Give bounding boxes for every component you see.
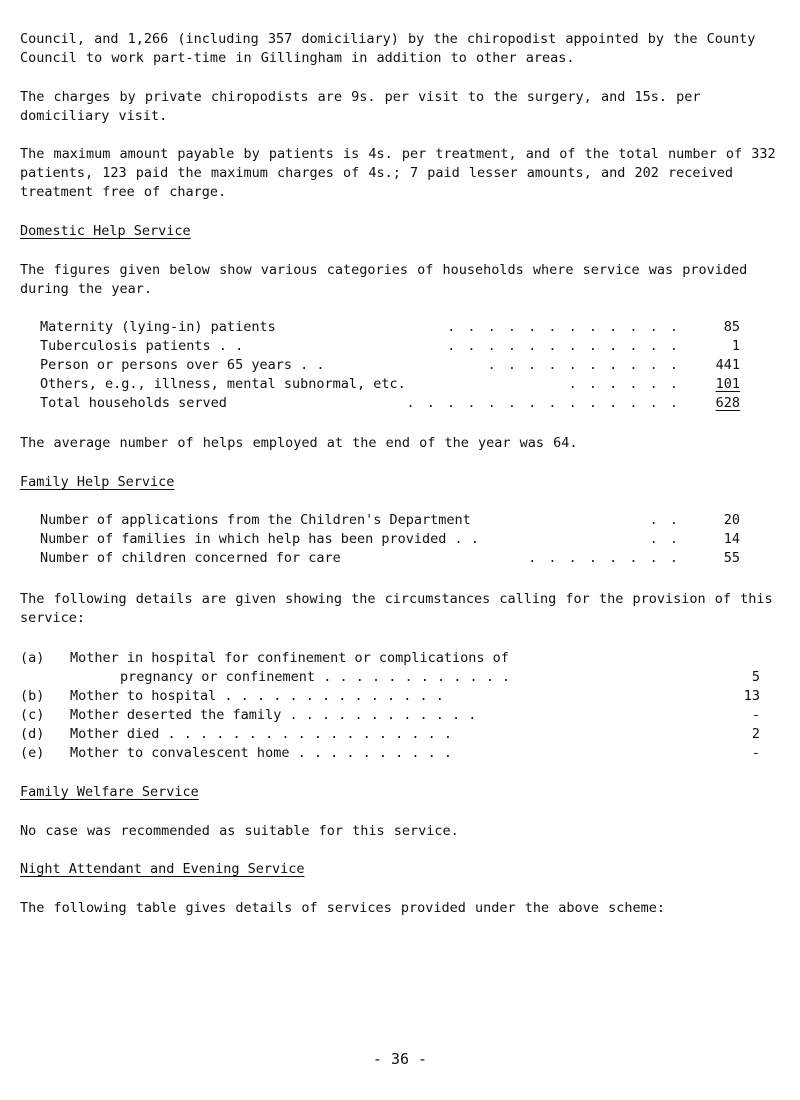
circumstances-intro: The following details are given showing the circumstances calling for the provision of this service: — [20, 591, 782, 626]
table-row — [40, 549, 740, 568]
intro-paragraph-3: The maximum amount payable by patients is 4s. per treatment, and of the total number of 332 patients, 123 paid the maximum charges of 4s.; 7 paid lesser amounts, and 202 received treatment free of charge. — [20, 146, 785, 200]
item-value: - — [751, 745, 760, 761]
list-item — [20, 706, 760, 725]
item-letter: (c) — [20, 707, 45, 723]
row-value: 85 — [723, 319, 740, 335]
row-label: Total households served — [40, 395, 227, 411]
item-label: Mother to hospital . . . . . . . . . . . . . . — [70, 688, 444, 704]
table-row-total — [40, 394, 740, 413]
item-value: - — [751, 707, 760, 723]
night-attendant-text: The following table gives details of services provided under the above scheme: — [20, 900, 665, 916]
family-welfare-text: No case was recommended as suitable for this service. — [20, 823, 459, 839]
row-value: 441 — [715, 357, 740, 373]
leader-dots: . . . . . . . . — [528, 550, 680, 566]
list-item — [20, 744, 760, 763]
item-value: 2 — [751, 726, 760, 742]
night-attendant-heading: Night Attendant and Evening Service — [20, 861, 305, 877]
row-label: Person or persons over 65 years . . — [40, 357, 325, 373]
row-label: Others, e.g., illness, mental subnormal, etc. — [40, 376, 406, 392]
list-item — [20, 687, 760, 706]
item-letter: (e) — [20, 745, 45, 761]
row-value: 20 — [723, 512, 740, 528]
intro-paragraph-1: Council, and 1,266 (including 357 domiciliary) by the chiropodist appointed by the County Council to work part-time in Gillingham in addition to other areas. — [20, 31, 765, 66]
item-label: Mother deserted the family . . . . . . . . . . . . — [70, 707, 477, 723]
table-row — [40, 356, 740, 375]
row-label: Number of applications from the Children's Department — [40, 512, 471, 528]
row-label: Maternity (lying-in) patients — [40, 319, 276, 335]
row-value: 55 — [723, 550, 740, 566]
table-row — [40, 337, 740, 356]
table-row — [40, 511, 740, 530]
item-value: 13 — [743, 688, 760, 704]
table-row — [40, 318, 740, 337]
family-welfare-heading: Family Welfare Service — [20, 784, 199, 800]
page-number: - 36 - — [372, 1050, 428, 1068]
intro-paragraph-2: The charges by private chiropodists are 9s. per visit to the surgery, and 15s. per domiciliary visit. — [20, 89, 710, 124]
leader-dots: . . . . . . . . . . — [487, 357, 680, 373]
domestic-help-intro: The figures given below show various categories of households where service was provided during the year. — [20, 262, 757, 297]
item-label: pregnancy or confinement . . . . . . . . . . . . — [120, 669, 511, 685]
item-label: Mother to convalescent home . . . . . . . . . . — [70, 745, 453, 761]
row-label: Number of families in which help has been provided . . — [40, 531, 479, 547]
table-row — [40, 530, 740, 549]
list-item — [20, 649, 760, 668]
item-letter: (b) — [20, 688, 45, 704]
table-row — [40, 375, 740, 394]
list-item — [20, 668, 760, 687]
family-help-heading: Family Help Service — [20, 474, 175, 490]
leader-dots: . . . . . . — [568, 376, 680, 392]
leader-dots: . . . . . . . . . . . . — [447, 319, 680, 335]
list-item — [20, 725, 760, 744]
item-letter: (a) — [20, 650, 45, 666]
row-value: 628 — [715, 395, 740, 411]
row-label: Tuberculosis patients . . — [40, 338, 244, 354]
item-label: Mother died . . . . . . . . . . . . . . . . . . — [70, 726, 453, 742]
row-value: 1 — [731, 338, 740, 354]
row-value: 14 — [723, 531, 740, 547]
item-value: 5 — [751, 669, 760, 685]
row-value: 101 — [715, 376, 740, 392]
leader-dots: . . — [649, 512, 680, 528]
leader-dots: . . . . . . . . . . . . — [447, 338, 680, 354]
row-label: Number of children concerned for care — [40, 550, 341, 566]
average-helps-text: The average number of helps employed at the end of the year was 64. — [20, 435, 578, 451]
item-letter: (d) — [20, 726, 45, 742]
leader-dots: . . — [649, 531, 680, 547]
item-label: Mother in hospital for confinement or complications of — [70, 650, 509, 666]
leader-dots: . . . . . . . . . . . . . . — [406, 395, 680, 411]
domestic-help-heading: Domestic Help Service — [20, 223, 191, 239]
